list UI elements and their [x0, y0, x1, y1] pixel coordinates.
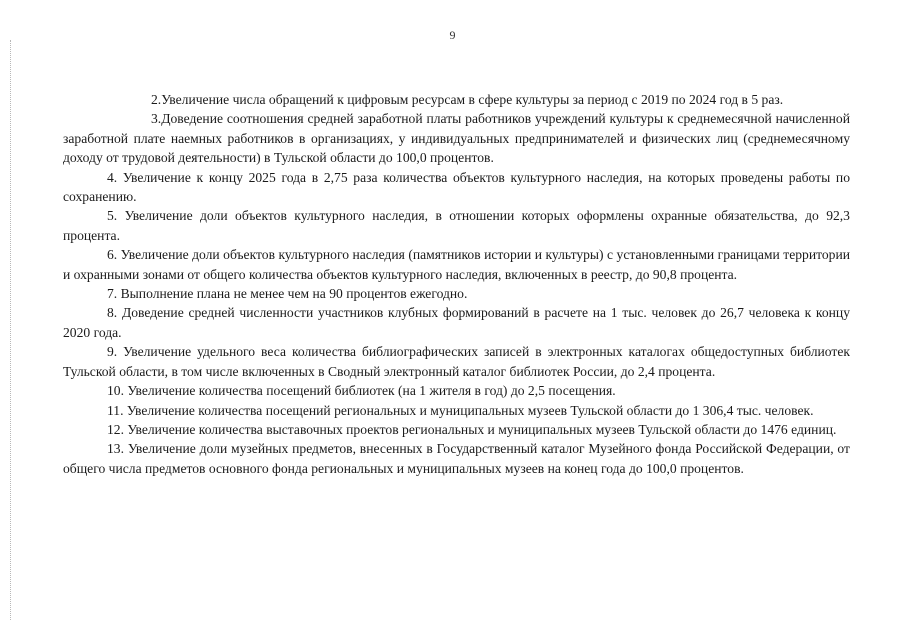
item-number: 7. [107, 286, 118, 302]
item-text: Увеличение удельного веса количества библиографических записей в электронных каталогах общедоступных библиотек Тульской области, в том числе включенных в Сводный электронный каталог библиотек России, до 2,4 процента. [63, 344, 850, 379]
item-number: 4. [107, 169, 118, 185]
item-text: Увеличение количества посещений региональных и муниципальных музеев Тульской области до 1 306,4 тыс. человек. [126, 402, 814, 418]
scan-margin-line [10, 40, 11, 620]
item-text: Увеличение к концу 2025 года в 2,75 раза количества объектов культурного наследия, на которых проведены работы по сохранению. [63, 169, 850, 205]
item-text: Увеличение числа обращений к цифровым ресурсам в сфере культуры за период с 2019 по 2024 год в 5 раз. [161, 92, 784, 107]
list-item [63, 420, 850, 439]
item-number: 13. [107, 441, 124, 457]
item-number: 6. [107, 247, 118, 263]
item-text: Увеличение количества выставочных проектов региональных и муниципальных музеев Тульской области до 1476 единиц. [127, 421, 837, 437]
item-text: Доведение средней численности участников клубных формирований в расчете на 1 тыс. человек до 26,7 человека к концу 2020 года. [63, 305, 850, 340]
item-text: Доведение соотношения средней заработной платы работников учреждений культуры к среднемесячной начисленной заработной плате наемных работников в организациях, у индивидуальных предпринимателей и физических лиц (среднемесячному доходу от трудовой деятельности) в Тульской области до 100,0 процентов. [63, 111, 850, 166]
item-text: Увеличение доли объектов культурного наследия (памятников истории и культуры) с установленными границами территории и охранными зонами от общего количества объектов культурного наследия, включенных в реестр, до 90,8 процента. [63, 247, 850, 282]
item-number: 10. [107, 383, 124, 399]
item-number: 2. [151, 92, 162, 107]
item-text: Увеличение доли объектов культурного наследия, в отношении которых оформлены охранные обязательства, до 92,3 процента. [63, 208, 850, 243]
document-body [63, 90, 850, 478]
item-number: 3. [151, 111, 162, 127]
page-number: 9 [449, 28, 456, 42]
item-number: 5. [107, 208, 118, 224]
item-number: 11. [107, 402, 124, 418]
list-item [63, 168, 850, 207]
list-item [63, 342, 850, 381]
item-number: 9. [107, 344, 118, 360]
item-number: 12. [107, 421, 124, 437]
item-text: Увеличение количества посещений библиотек (на 1 жителя в год) до 2,5 посещения. [127, 383, 616, 399]
item-text: Увеличение доли музейных предметов, внесенных в Государственный каталог Музейного фонда Российской Федерации, от общего числа предметов основного фонда региональных и муниципальных музеев на конец года до 100,0 процентов. [63, 441, 850, 476]
item-text: Выполнение плана не менее чем на 90 процентов ежегодно. [120, 286, 468, 302]
list-item [63, 401, 850, 420]
list-item [63, 206, 850, 245]
item-number: 8. [107, 305, 118, 321]
list-item [63, 303, 850, 342]
list-item [63, 245, 850, 284]
list-item [63, 109, 850, 167]
list-item [63, 381, 850, 400]
list-item [63, 284, 850, 303]
list-item [63, 90, 850, 109]
list-item [63, 439, 850, 478]
